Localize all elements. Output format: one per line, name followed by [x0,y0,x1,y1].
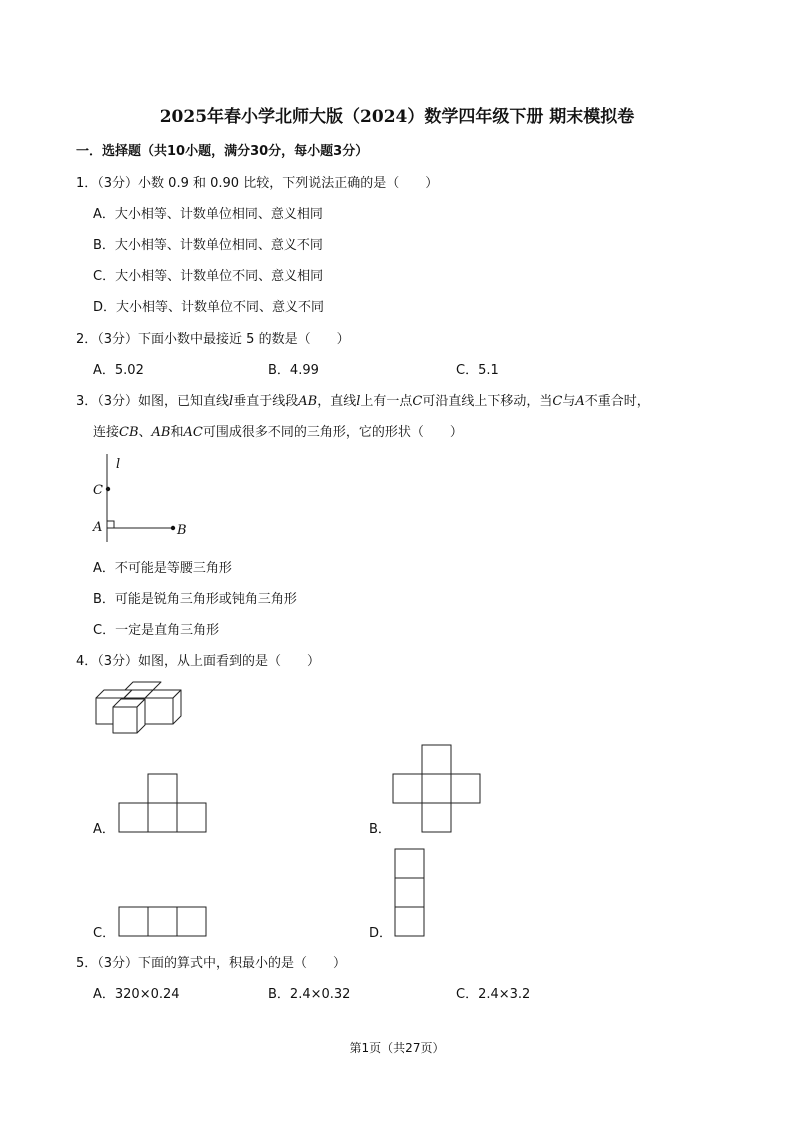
question-4-option-c-label: C． [93,926,116,941]
question-4-option-b-label: B． [369,822,391,837]
question-4-option-a-label: A． [93,822,115,837]
question-1-option-a: A．大小相等、计数单位相同、意义相同 [93,207,323,222]
question-5-stem: 5．（3分）下面的算式中，积最小的是（ ） [76,956,347,971]
question-4-option-a-figure [118,773,208,833]
question-4-stem: 4．（3分）如图，从上面看到的是（ ） [76,654,321,669]
question-3-option-a: A．不可能是等腰三角形 [93,561,232,576]
question-2-stem: 2．（3分）下面小数中最接近 5 的数是（ ） [76,332,350,347]
question-1-option-d: D．大小相等、计数单位不同、意义不同 [93,300,325,315]
question-2-option-b: B．4.99 [268,363,319,378]
question-5-option-a: A．320×0.24 [93,987,180,1002]
question-3-option-c: C．一定是直角三角形 [93,623,220,638]
question-4-option-d-label: D． [369,926,393,941]
question-4-cube-figure [92,680,188,736]
question-2-option-a: A．5.02 [93,363,144,378]
question-3-option-b: B．可能是锐角三角形或钝角三角形 [93,592,297,607]
label-l: l [116,457,121,472]
question-4-option-d-figure [394,848,426,938]
question-3-stem-line2: 连接CB、AB和AC可围成很多不同的三角形，它的形状（ ） [93,425,463,440]
label-a: A [93,520,103,535]
question-5-option-c: C．2.4×3.2 [456,987,531,1002]
question-3-figure [88,450,198,545]
question-3-stem: 3．（3分）如图，已知直线l垂直于线段AB，直线l上有一点C可沿直线上下移动，当C与A不重合时， [76,394,650,409]
question-1-option-c: C．大小相等、计数单位不同、意义相同 [93,269,324,284]
question-1-stem: 1．（3分）小数 0.9 和 0.90 比较，下列说法正确的是（ ） [76,176,439,191]
document-title: 2025年春小学北师大版（2024）数学四年级下册 期末模拟卷 [159,107,635,127]
point-c [106,487,110,491]
question-2-option-c: C．5.1 [456,363,499,378]
question-5-option-b: B．2.4×0.32 [268,987,351,1002]
section-header: 一．选择题（共10小题，满分30分，每小题3分） [76,144,369,159]
question-1-option-b: B．大小相等、计数单位相同、意义不同 [93,238,323,253]
question-4-option-c-figure [118,906,208,938]
question-4-option-b-figure [392,744,482,834]
label-c: C [93,483,103,498]
right-angle-mark [107,521,114,528]
point-b [171,526,175,530]
page-footer: 第1页（共27页） [349,1041,445,1055]
label-b: B [177,523,187,538]
